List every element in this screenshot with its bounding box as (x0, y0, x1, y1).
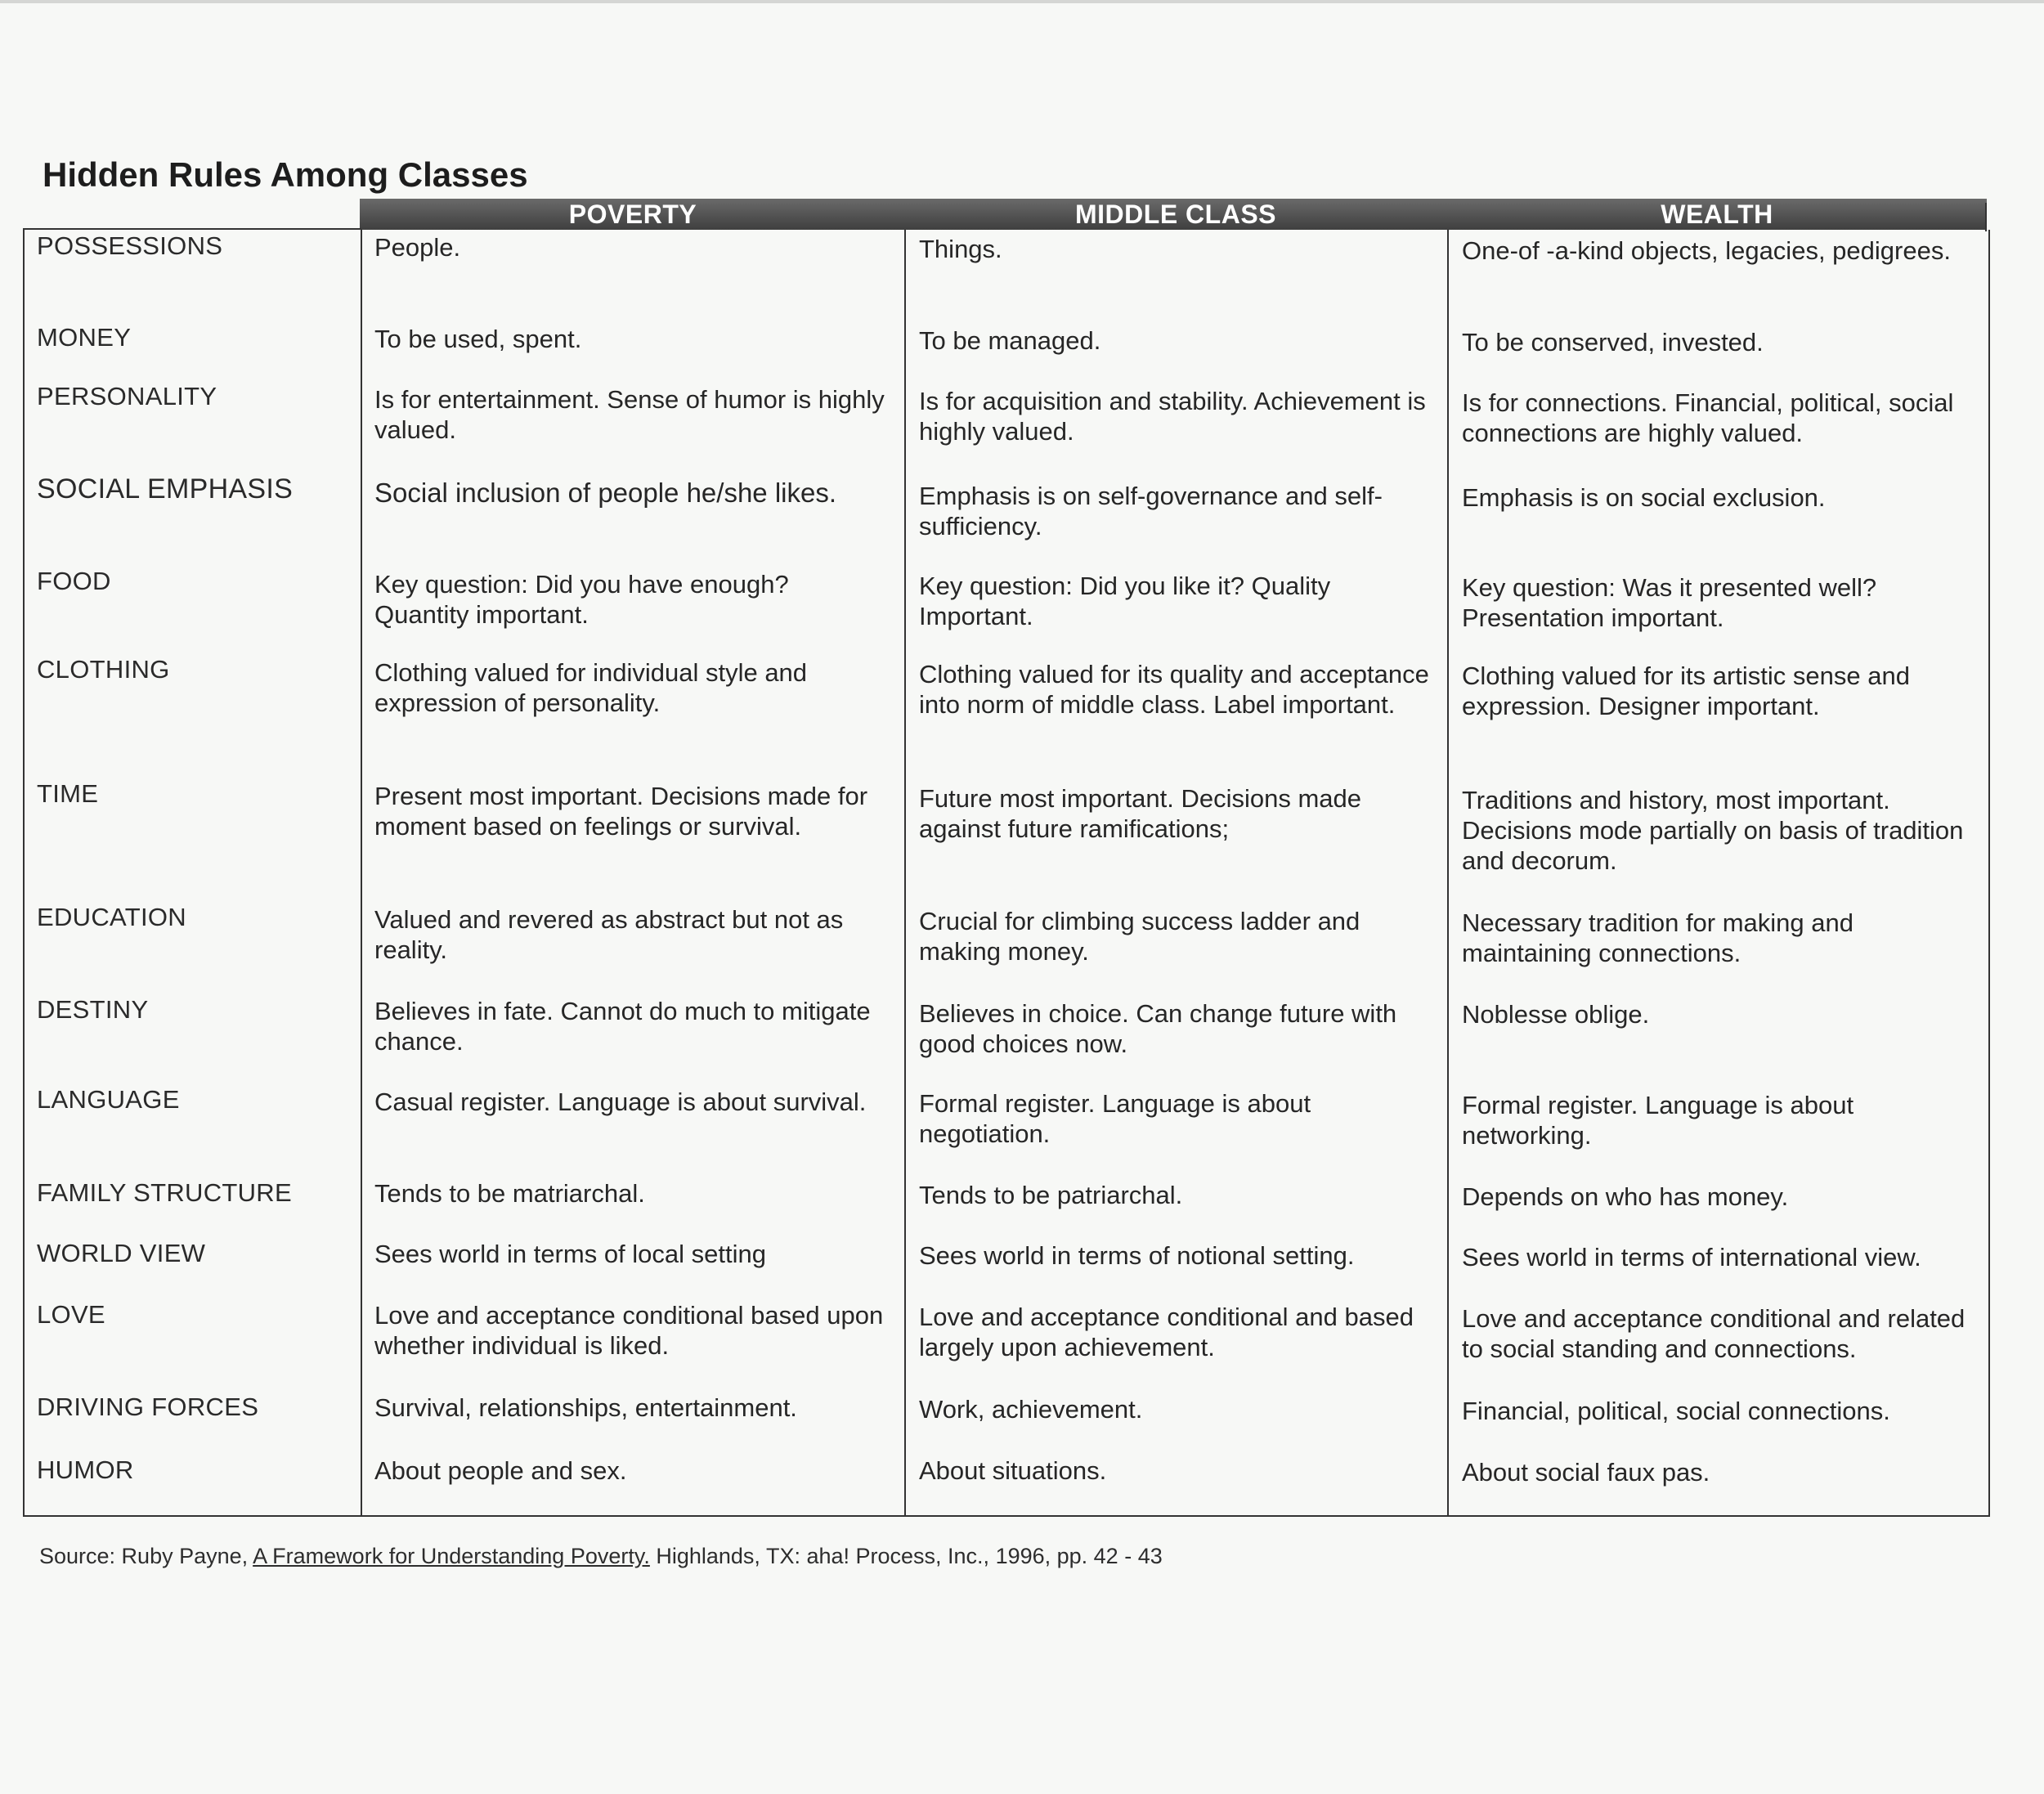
column-header-middle-class: MIDDLE CLASS (1075, 200, 1276, 229)
table-right-rule-top (1985, 203, 1987, 231)
source-prefix: Source: Ruby Payne, (39, 1544, 253, 1568)
cell-middle-class-food: Key question: Did you like it? Quality Important. (919, 572, 1331, 630)
row-label-time: TIME (37, 779, 99, 808)
row-label-food: FOOD (37, 567, 111, 595)
cell-poverty-food: Key question: Did you have enough? Quantity important. (374, 570, 789, 629)
cell-middle-class-humor: About situations. (919, 1456, 1107, 1485)
cell-wealth-love: Love and acceptance conditional and related to social standing and connections. (1462, 1304, 1966, 1363)
source-suffix: Highlands, TX: aha! Process, Inc., 1996, pp. 42 - 43 (649, 1544, 1163, 1568)
cell-middle-class-education: Crucial for climbing success ladder and making money. (919, 907, 1360, 966)
cell-poverty-money: To be used, spent. (374, 325, 582, 353)
row-label-love: LOVE (37, 1300, 105, 1329)
cell-poverty-personality: Is for entertainment. Sense of humor is highly valued. (374, 385, 885, 444)
cell-poverty-education: Valued and revered as abstract but not as reality. (374, 905, 844, 964)
page-title: Hidden Rules Among Classes (43, 155, 528, 194)
cell-middle-class-love: Love and acceptance conditional and based largely upon achievement. (919, 1303, 1414, 1361)
scan-edge (0, 0, 2044, 3)
cell-poverty-love: Love and acceptance conditional based upon whether individual is liked. (374, 1301, 884, 1360)
cell-wealth-language: Formal register. Language is about networking. (1462, 1091, 1854, 1150)
cell-middle-class-money: To be managed. (919, 326, 1101, 355)
cell-wealth-possessions: One-of -a-kind objects, legacies, pedigrees. (1462, 236, 1951, 265)
cell-poverty-world-view: Sees world in terms of local setting (374, 1240, 766, 1268)
source-book-title: A Framework for Understanding Poverty. (253, 1544, 650, 1568)
row-label-education: EDUCATION (37, 903, 186, 931)
row-label-money: MONEY (37, 323, 132, 352)
cell-wealth-clothing: Clothing valued for its artistic sense and expression. Designer important. (1462, 662, 1910, 720)
column-divider (904, 230, 906, 1517)
source-citation (39, 1544, 1163, 1569)
cell-wealth-family-structure: Depends on who has money. (1462, 1182, 1789, 1211)
cell-middle-class-personality: Is for acquisition and stability. Achievement is highly valued. (919, 387, 1426, 446)
cell-middle-class-time: Future most important. Decisions made against future ramifications; (919, 784, 1361, 843)
row-label-world-view: WORLD VIEW (37, 1239, 206, 1267)
row-label-clothing: CLOTHING (37, 655, 170, 684)
cell-poverty-social-emphasis: Social inclusion of people he/she likes. (374, 478, 837, 508)
cell-poverty-destiny: Believes in fate. Cannot do much to mitigate chance. (374, 997, 871, 1056)
cell-wealth-humor: About social faux pas. (1462, 1458, 1710, 1487)
cell-wealth-world-view: Sees world in terms of international view. (1462, 1243, 1921, 1271)
cell-poverty-driving-forces: Survival, relationships, entertainment. (374, 1393, 797, 1422)
row-label-possessions: POSSESSIONS (37, 231, 223, 260)
cell-middle-class-social-emphasis: Emphasis is on self-governance and self-sufficiency. (919, 482, 1383, 540)
cell-poverty-possessions: People. (374, 233, 461, 262)
cell-middle-class-language: Formal register. Language is about negotiation. (919, 1089, 1311, 1148)
column-divider (1447, 230, 1449, 1517)
row-label-language: LANGUAGE (37, 1085, 180, 1114)
cell-wealth-education: Necessary tradition for making and maintaining connections. (1462, 908, 1854, 967)
cell-wealth-destiny: Noblesse oblige. (1462, 1000, 1650, 1029)
row-label-destiny: DESTINY (37, 995, 149, 1024)
cell-wealth-social-emphasis: Emphasis is on social exclusion. (1462, 483, 1826, 512)
cell-middle-class-clothing: Clothing valued for its quality and acceptance into norm of middle class. Label important. (919, 660, 1429, 719)
cell-wealth-time: Traditions and history, most important. Decisions mode partially on basis of tradition and decorum. (1462, 786, 1964, 875)
row-label-family-structure: FAMILY STRUCTURE (37, 1178, 292, 1207)
column-header-wealth: WEALTH (1661, 200, 1773, 229)
cell-poverty-clothing: Clothing valued for individual style and expression of personality. (374, 658, 808, 717)
cell-poverty-time: Present most important. Decisions made for moment based on feelings or survival. (374, 782, 868, 841)
cell-poverty-language: Casual register. Language is about survival. (374, 1088, 867, 1116)
cell-middle-class-world-view: Sees world in terms of notional setting. (919, 1241, 1355, 1270)
cell-middle-class-possessions: Things. (919, 235, 1002, 263)
row-label-driving-forces: DRIVING FORCES (37, 1393, 259, 1421)
cell-poverty-family-structure: Tends to be matriarchal. (374, 1179, 645, 1208)
cell-wealth-money: To be conserved, invested. (1462, 328, 1764, 357)
cell-wealth-food: Key question: Was it presented well? Presentation important. (1462, 573, 1877, 632)
row-label-social-emphasis: SOCIAL EMPHASIS (37, 473, 294, 505)
table-top-rule (23, 228, 361, 230)
cell-middle-class-driving-forces: Work, achievement. (919, 1395, 1143, 1424)
cell-poverty-humor: About people and sex. (374, 1456, 627, 1485)
column-header-poverty: POVERTY (568, 200, 697, 229)
row-label-humor: HUMOR (37, 1455, 134, 1484)
row-label-personality: PERSONALITY (37, 382, 217, 410)
cell-middle-class-family-structure: Tends to be patriarchal. (919, 1181, 1183, 1209)
column-divider (361, 230, 362, 1517)
cell-wealth-driving-forces: Financial, political, social connections. (1462, 1397, 1890, 1425)
cell-wealth-personality: Is for connections. Financial, political, social connections are highly valued. (1462, 388, 1954, 447)
cell-middle-class-destiny: Believes in choice. Can change future with good choices now. (919, 999, 1397, 1058)
